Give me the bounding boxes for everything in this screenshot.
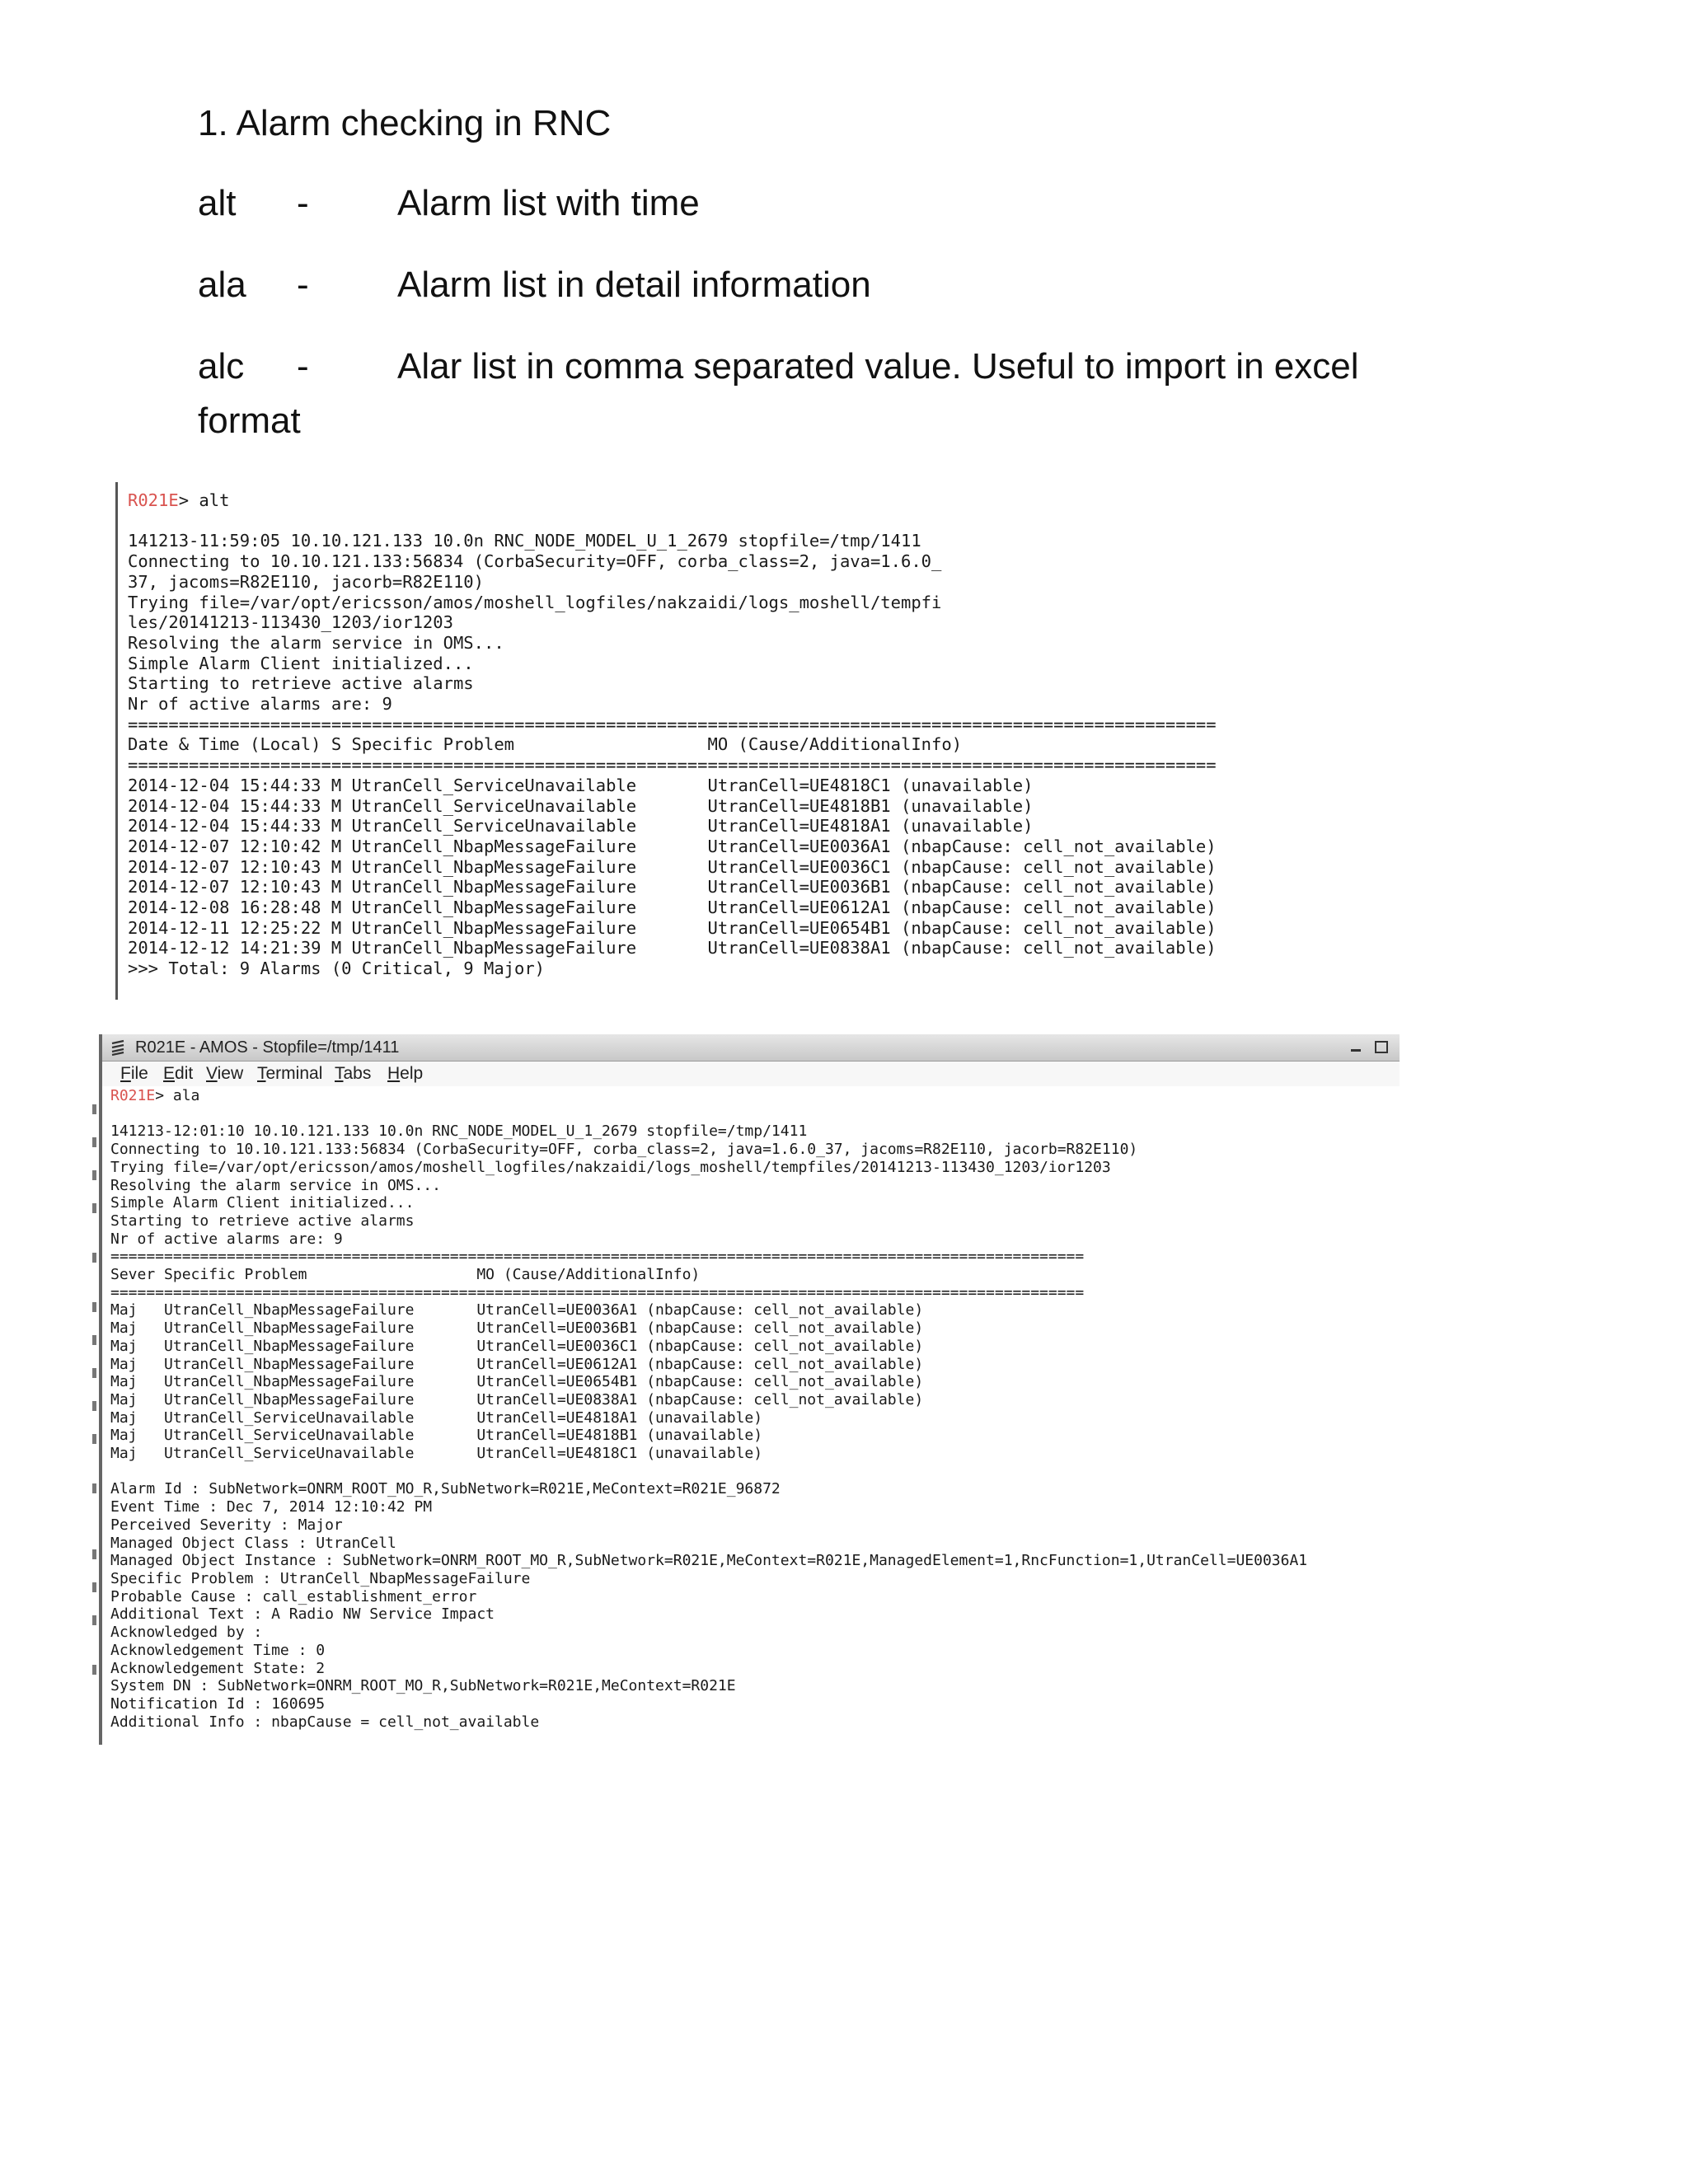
amos-terminal-window: [99, 1034, 1400, 1745]
command-name: alt: [198, 183, 237, 223]
command-dash: -: [297, 265, 309, 305]
command-description: Alarm list with time: [397, 183, 700, 223]
menu-help[interactable]: Help: [387, 1064, 424, 1083]
prompt-host: R021E: [128, 490, 179, 510]
command-description: Alarm list in detail information: [397, 265, 871, 305]
command-description: Alar list in comma separated value. Useful to import in excel: [397, 346, 1359, 387]
prompt-command: > alt: [178, 490, 230, 510]
terminal-text[interactable]: [110, 1087, 1307, 1731]
command-dash: -: [297, 183, 309, 223]
section-heading: 1. Alarm checking in RNC: [198, 103, 612, 143]
terminal-text: [128, 490, 1217, 979]
menu-terminal[interactable]: Terminal: [257, 1064, 323, 1083]
maximize-button[interactable]: [1372, 1038, 1390, 1056]
menu-file[interactable]: File: [120, 1064, 148, 1083]
command-name: ala: [198, 265, 246, 305]
ala-output-text: 141213-12:01:10 10.10.121.133 10.0n RNC_NODE_MODEL_U_1_2679 stopfile=/tmp/1411 Connecting to 10.10.121.133:56834 (CorbaSecurity=OFF, corba_class=2, java=1.6.0_37, jacoms=R82E110, jacorb=R82E110) Trying file=/var/opt/ericsson/amos/moshell_logfiles/nakzaidi/logs_moshell/tempfiles/20141213-113430_1203/ior1203 Resolving the alarm service in OMS... Simple Alarm Client initialized... Starting to retrieve active alarms Nr of active alarms are: 9 ============================================================================================================= Sever Specific Problem MO (Cause/AdditionalInfo) ============================================================================================================= Maj UtranCell_NbapMessageFailure UtranCell=UE0036A1 (nbapCause: cell_not_available) Maj UtranCell_NbapMessageFailure UtranCell=UE0036B1 (nbapCause: cell_not_available) Maj UtranCell_NbapMessageFailure UtranCell=UE0036C1 (nbapCause: cell_not_available) Maj UtranCell_NbapMessageFailure UtranCell=UE0612A1 (nbapCause: cell_not_available) Maj UtranCell_NbapMessageFailure UtranCell=UE0654B1 (nbapCause: cell_not_available) Maj UtranCell_NbapMessageFailure UtranCell=UE0838A1 (nbapCause: cell_not_available) Maj UtranCell_ServiceUnavailable UtranCell=UE4818A1 (unavailable) Maj UtranCell_ServiceUnavailable UtranCell=UE4818B1 (unavailable) Maj UtranCell_ServiceUnavailable UtranCell=UE4818C1 (unavailable) Alarm Id : SubNetwork=ONRM_ROOT_MO_R,SubNetwork=R021E,MeContext=R021E_96872 Event Time : Dec 7, 2014 12:10:42 PM Perceived Severity : Major Managed Object Class : UtranCell Managed Object Instance : SubNetwork=ONRM_ROOT_MO_R,SubNetwork=R021E,MeContext=R021E,ManagedElement=1,RncFunction=1,UtranCell=UE0036A1 Specific Problem : UtranCell_NbapMessageFailure Probable Cause : call_establishment_error Additional Text : A Radio NW Service Impact Acknowledged by : Acknowledgement Time : 0 Acknowledgement State: 2 System DN : SubNetwork=ONRM_ROOT_MO_R,SubNetwork=R021E,MeContext=R021E Notification Id : 160695 Additional Info : nbapCause = cell_not_available: [110, 1122, 1308, 1731]
gutter-marks: [92, 1088, 99, 1747]
terminal-app-icon: [110, 1039, 125, 1056]
window-title: R021E - AMOS - Stopfile=/tmp/1411: [135, 1038, 400, 1057]
command-description-wrap: format: [198, 401, 301, 441]
menu-view[interactable]: View: [206, 1064, 244, 1083]
menu-edit[interactable]: Edit: [163, 1064, 194, 1083]
alt-terminal-output: [115, 482, 1404, 1000]
window-titlebar[interactable]: [102, 1034, 1400, 1062]
alt-output-text: 141213-11:59:05 10.10.121.133 10.0n RNC_NODE_MODEL_U_1_2679 stopfile=/tmp/1411 Connecting to 10.10.121.133:56834 (CorbaSecurity=OFF, corba_class=2, java=1.6.0_ 37, jacoms=R82E110, jacorb=R82E110) Trying file=/var/opt/ericsson/amos/moshell_logfiles/nakzaidi/logs_moshell/tempfi les/20141213-113430_1203/ior1203 Resolving the alarm service in OMS... Simple Alarm Client initialized... Starting to retrieve active alarms Nr of active alarms are: 9 =========================================================================================================== Date & Time (Local) S Specific Problem MO (Cause/AdditionalInfo) =========================================================================================================== 2014-12-04 15:44:33 M UtranCell_ServiceUnavailable UtranCell=UE4818C1 (unavailable) 2014-12-04 15:44:33 M UtranCell_ServiceUnavailable UtranCell=UE4818B1 (unavailable) 2014-12-04 15:44:33 M UtranCell_ServiceUnavailable UtranCell=UE4818A1 (unavailable) 2014-12-07 12:10:42 M UtranCell_NbapMessageFailure UtranCell=UE0036A1 (nbapCause: cell_not_available) 2014-12-07 12:10:43 M UtranCell_NbapMessageFailure UtranCell=UE0036C1 (nbapCause: cell_not_available) 2014-12-07 12:10:43 M UtranCell_NbapMessageFailure UtranCell=UE0036B1 (nbapCause: cell_not_available) 2014-12-08 16:28:48 M UtranCell_NbapMessageFailure UtranCell=UE0612A1 (nbapCause: cell_not_available) 2014-12-11 12:25:22 M UtranCell_NbapMessageFailure UtranCell=UE0654B1 (nbapCause: cell_not_available) 2014-12-12 14:21:39 M UtranCell_NbapMessageFailure UtranCell=UE0838A1 (nbapCause: cell_not_available) >>> Total: 9 Alarms (0 Critical, 9 Major): [128, 531, 1217, 979]
prompt-command: > ala: [155, 1087, 200, 1104]
menu-tabs[interactable]: Tabs: [335, 1064, 372, 1083]
prompt-host: R021E: [110, 1087, 156, 1104]
command-name: alc: [198, 346, 245, 387]
menu-bar: [102, 1062, 1400, 1086]
command-dash: -: [297, 346, 309, 387]
minimize-button[interactable]: [1347, 1038, 1365, 1056]
